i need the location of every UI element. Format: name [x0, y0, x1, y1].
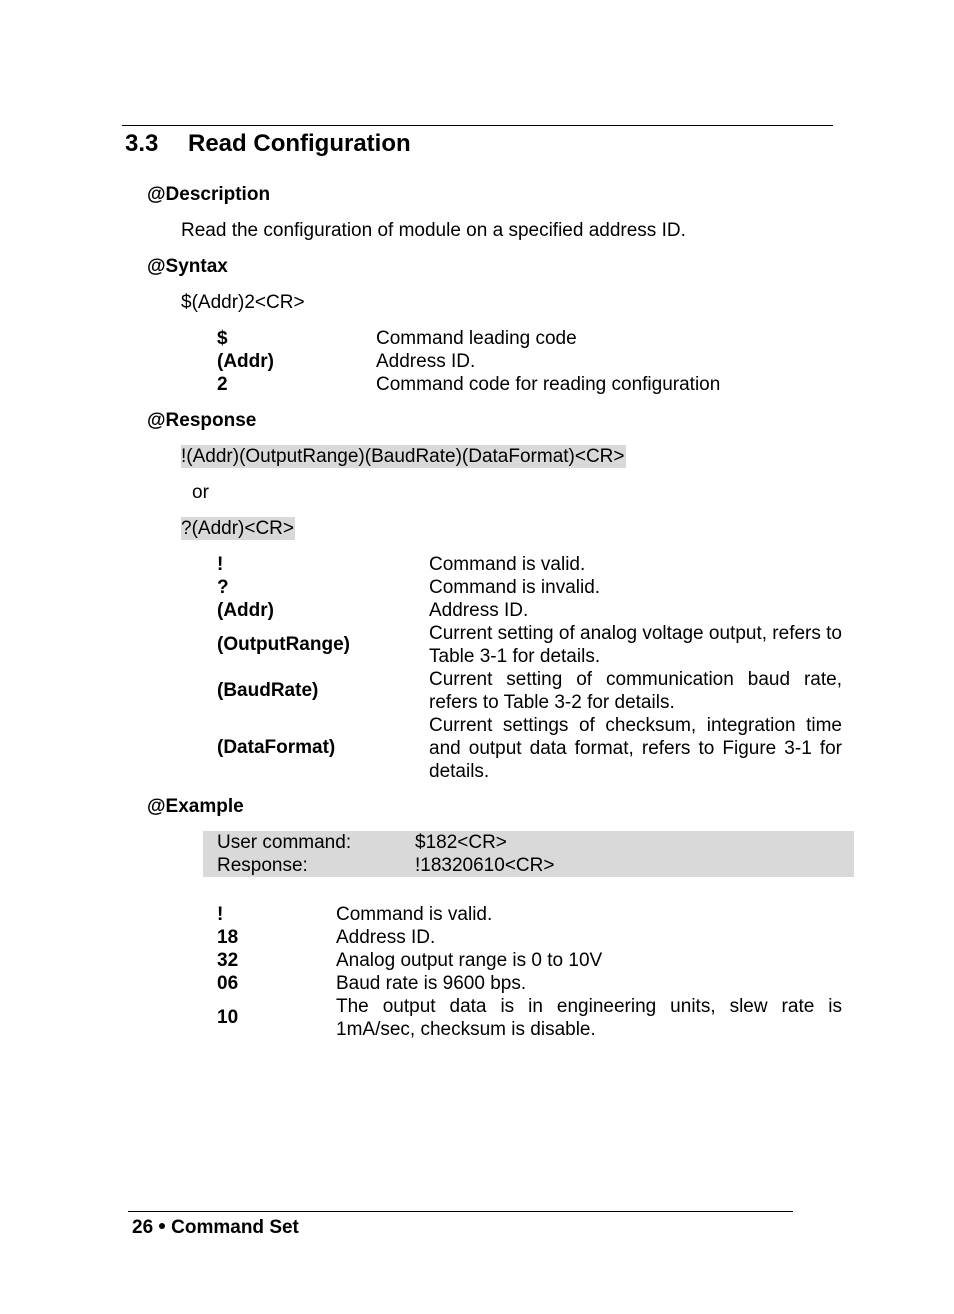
syntax-term-2: 2: [217, 374, 228, 395]
syntax-desc-dollar: Command leading code: [376, 328, 577, 349]
syntax-term-dollar: $: [217, 328, 228, 349]
example-desc-06: Baud rate is 9600 bps.: [336, 973, 527, 994]
example-term-10: 10: [217, 1007, 239, 1028]
response-term-outputrange: (OutputRange): [217, 634, 350, 655]
footer-rule: [128, 1211, 793, 1212]
top-rule: [122, 125, 833, 126]
bullet-icon: [159, 1223, 165, 1229]
example-response-label: Response:: [217, 855, 308, 876]
example-desc-18: Address ID.: [336, 927, 436, 948]
response-desc-invalid: Command is invalid.: [429, 577, 601, 598]
response-or: or: [192, 482, 209, 503]
section-number: 3.3: [125, 130, 159, 157]
footer-title: Command Set: [171, 1217, 299, 1238]
example-desc-valid: Command is valid.: [336, 904, 493, 925]
response-desc-baudrate: Current setting of communication baud rate, refers to Table 3-2 for details.: [429, 669, 842, 713]
description-text: Read the configuration of module on a specified address ID.: [181, 220, 686, 241]
response-term-baudrate: (BaudRate): [217, 680, 319, 701]
response-term-addr: (Addr): [217, 600, 274, 621]
response-term-dataformat: (DataFormat): [217, 737, 336, 758]
response-desc-outputrange: Current setting of analog voltage output, refers to Table 3-1 for details.: [429, 623, 842, 667]
response-term-invalid: ?: [217, 577, 229, 598]
syntax-command: $(Addr)2<CR>: [181, 292, 305, 313]
syntax-desc-2: Command code for reading configuration: [376, 374, 721, 395]
footer-page-number: 26: [132, 1217, 154, 1238]
response-valid-format: !(Addr)(OutputRange)(BaudRate)(DataFormat)<CR>: [181, 446, 625, 467]
syntax-term-addr: (Addr): [217, 351, 274, 372]
example-command-box: [203, 831, 854, 877]
example-term-06: 06: [217, 973, 239, 994]
response-desc-addr: Address ID.: [429, 600, 529, 621]
example-desc-32: Analog output range is 0 to 10V: [336, 950, 603, 971]
response-term-valid: !: [217, 554, 224, 575]
footer: [132, 1216, 299, 1239]
example-response-value: !18320610<CR>: [415, 855, 555, 876]
example-user-value: $182<CR>: [415, 832, 507, 853]
example-term-valid: !: [217, 904, 224, 925]
response-desc-dataformat: Current settings of checksum, integration time and output data format, refers to Figure 3-1 for details.: [429, 715, 842, 782]
response-heading: @Response: [147, 410, 257, 431]
syntax-desc-addr: Address ID.: [376, 351, 476, 372]
description-heading: @Description: [147, 184, 271, 205]
example-user-label: User command:: [217, 832, 352, 853]
example-desc-10: The output data is in engineering units, slew rate is 1mA/sec, checksum is disable.: [336, 996, 842, 1040]
example-term-18: 18: [217, 927, 239, 948]
response-desc-valid: Command is valid.: [429, 554, 586, 575]
syntax-heading: @Syntax: [147, 256, 228, 277]
example-term-32: 32: [217, 950, 239, 971]
example-heading: @Example: [147, 796, 244, 817]
section-title: Read Configuration: [188, 130, 411, 157]
response-invalid-format: ?(Addr)<CR>: [181, 518, 294, 539]
